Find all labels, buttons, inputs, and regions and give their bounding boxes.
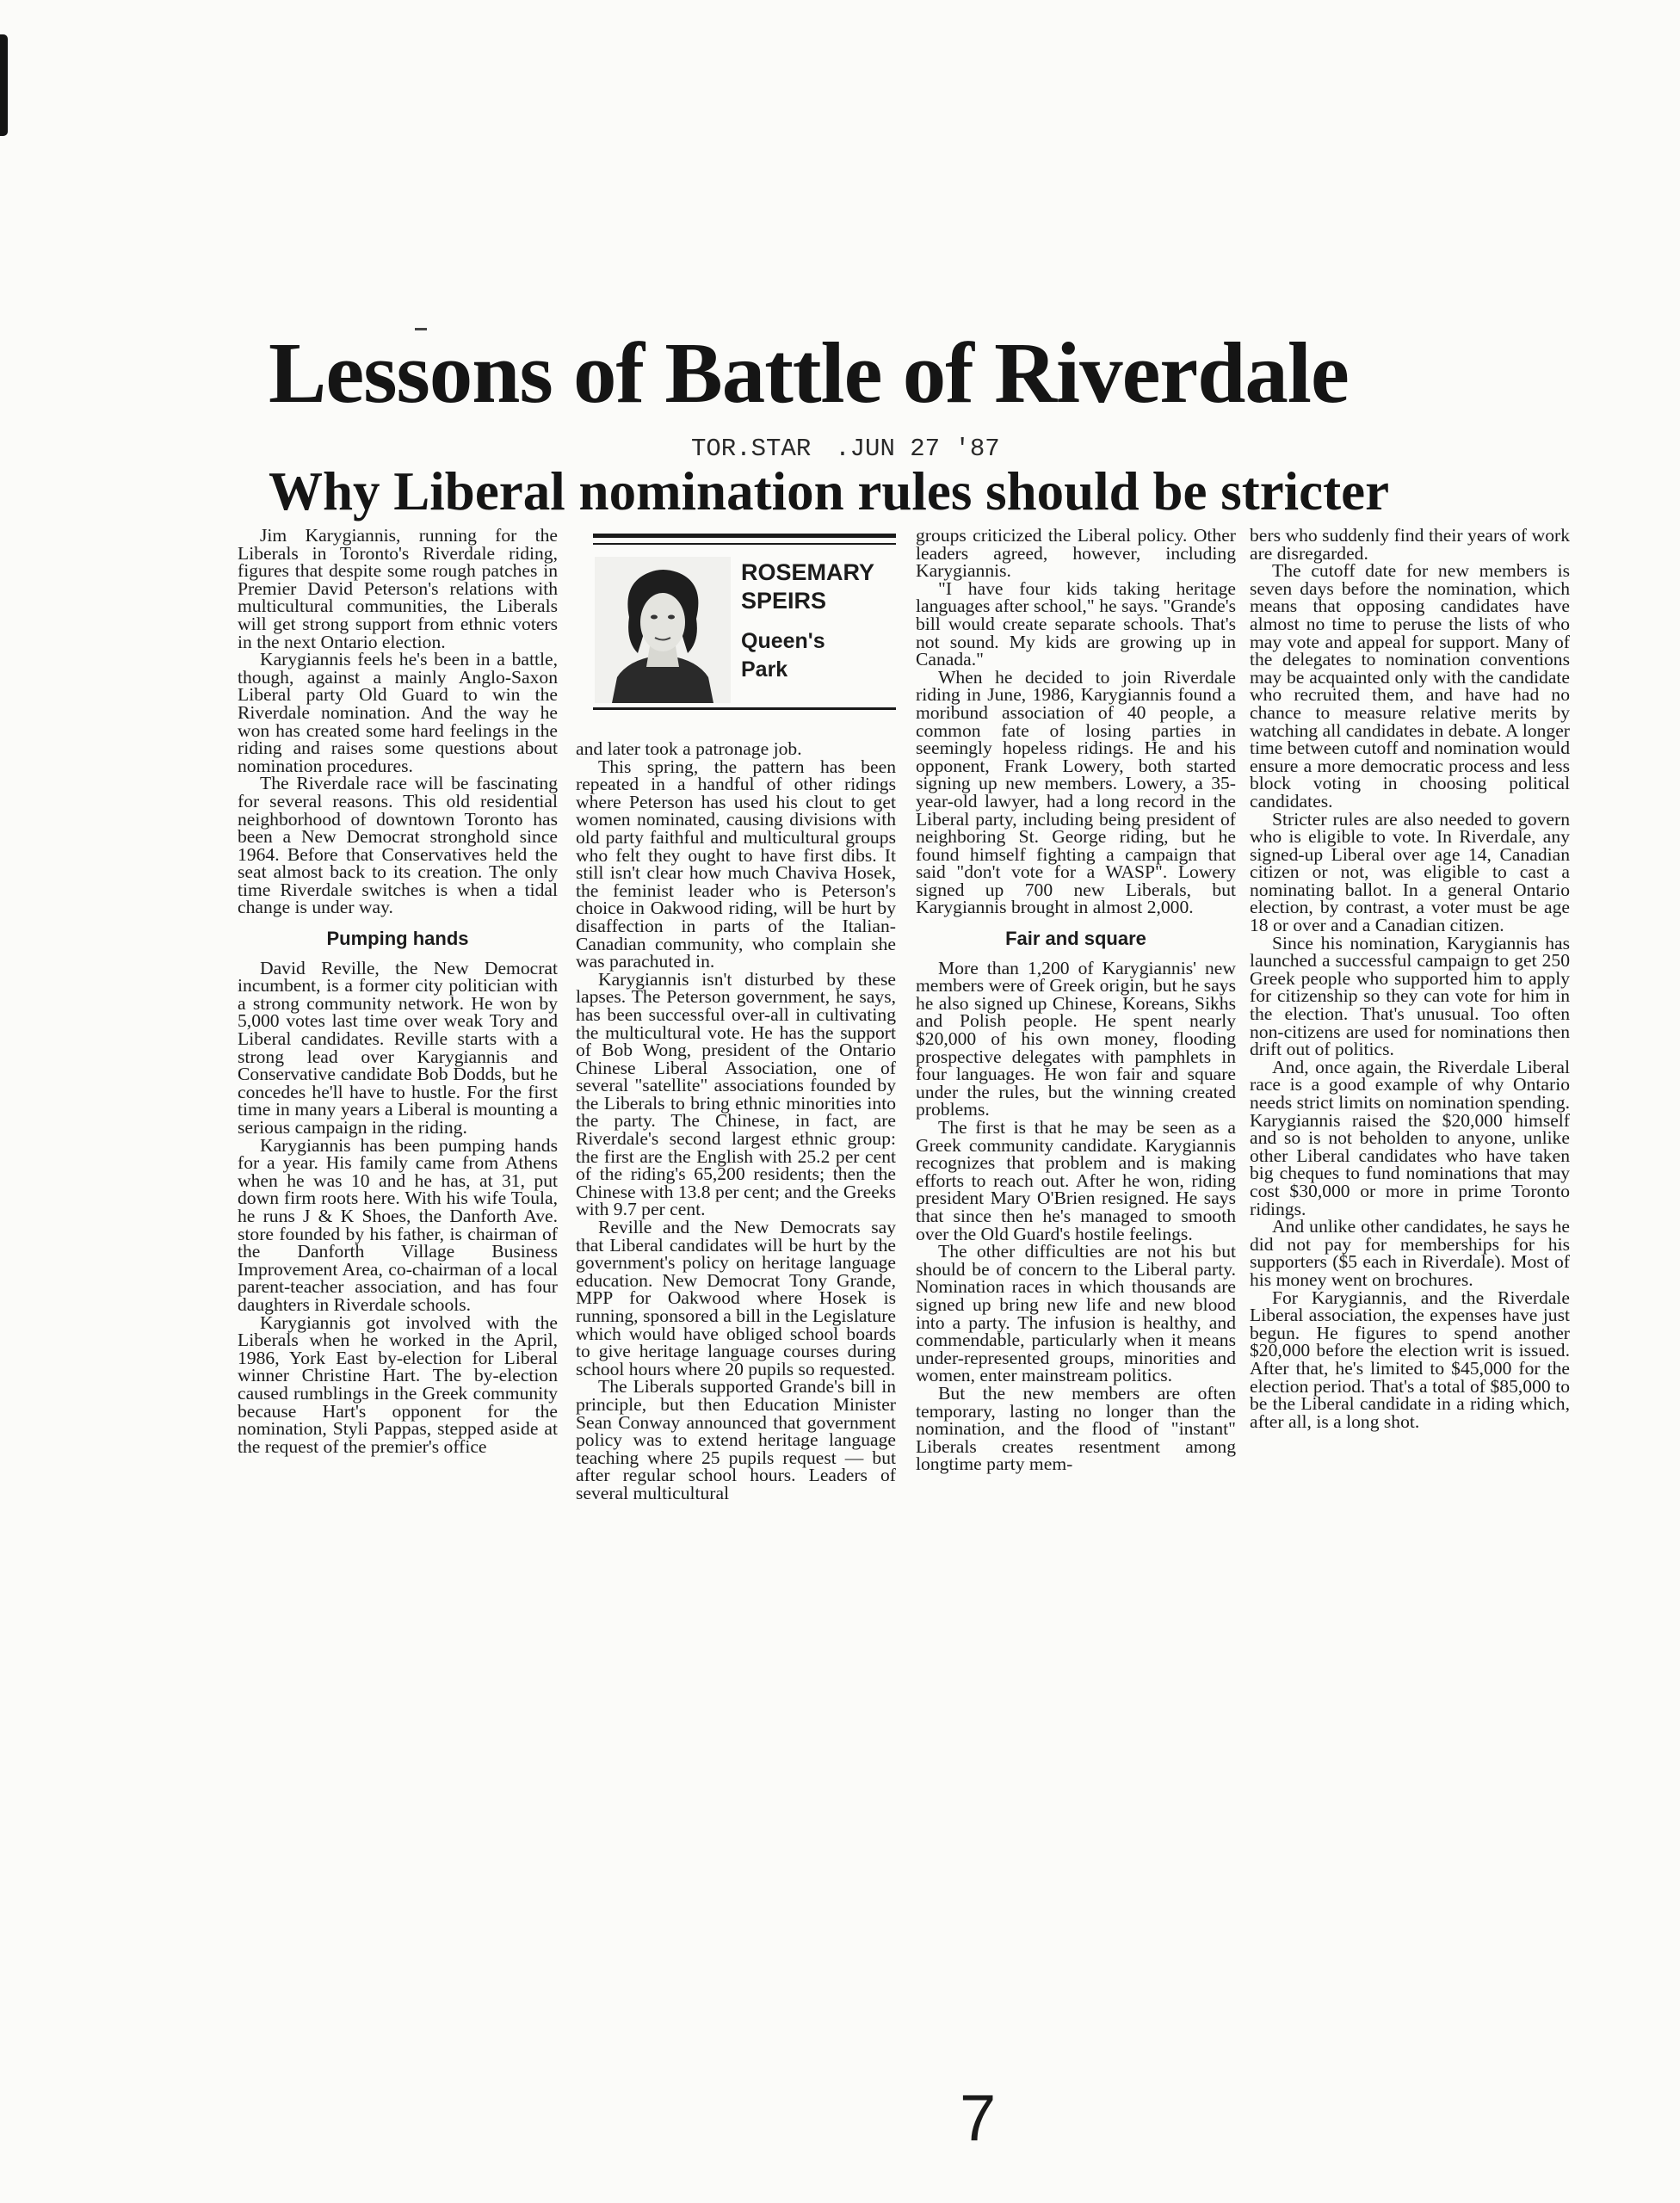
stamp-date: .JUN 27 '87	[835, 435, 1000, 463]
columnist-photo	[595, 557, 731, 703]
paragraph: Karygiannis feels he's been in a battle, though, against a mainly Anglo-Saxon Liberal party Old Guard to win the Riverdale nomination. And the way he won has created some hard feelings in the riding and raises some questions about nomination procedures.	[238, 649, 558, 776]
portrait-icon	[595, 557, 731, 703]
paragraph: Since his nomination, Karygiannis has launched a successful campaign to get 250 Greek people who supported him to apply for citizenship so they can vote for him in the election. That's unusual. Too often non-citizens are used for nominations then drift out of politics.	[1250, 932, 1570, 1060]
paragraph: Reville and the New Democrats say that Liberal candidates will be hurt by the government's policy on heritage language education. New Democrat Tony Grande, MPP for Oakwood where Hosek is running, sponsored a bill in the Legislature which would have obliged school boards to give heritage language courses during school hours where 20 pupils so requested.	[576, 1217, 896, 1379]
paragraph: The other difficulties are not his but should be of concern to the Liberal party. Nomination races in which thousands are signed up bring new life and new blood into a party. The infusion is healthy, and commendable, particularly when it means under-represented groups, minorities and women, enter mainstream politics.	[916, 1241, 1236, 1386]
subheadline: Why Liberal nomination rules should be stricter	[269, 461, 1390, 521]
article-column-3	[916, 527, 1236, 1473]
article-column-4	[1250, 527, 1570, 1430]
paragraph: The Riverdale race will be fascinating for several reasons. This old residential neighborhood of downtown Toronto has been a New Democrat stronghold since 1964. Before that Conservatives held the seat almost back to its creation. The only time Riverdale switches is when a tidal change is under way.	[238, 773, 558, 918]
paragraph: Karygiannis isn't disturbed by these lapses. The Peterson government, he says, has been successful over-all in cultivating the multicultural vote. He has the support of Bob Wong, president of the Ontario Chinese Liberal Association, one of several "satellite" associations founded by the Liberals to bring ethnic minorities into the party. The Chinese, in fact, are Riverdale's second largest ethnic group: the first are the English with 25.2 per cent of the riding's 65,200 residents; then the Chinese with 13.8 per cent; and the Greeks with 9.7 per cent.	[576, 968, 896, 1220]
byline-section: Queen's Park	[741, 629, 825, 682]
paragraph: The cutoff date for new members is seven days before the nomination, which means that opposing candidates have almost no time to peruse the lists of who may vote and appeal for support. Many of the delegates to nomination conventions may be acquainted only with the candidate who recruited them, and have had no chance to measure relative merits by watching all candidates in debate. A longer time between cutoff and nomination would ensure a more democratic process and less block voting in choosing political candidates.	[1250, 560, 1571, 811]
section-heading-fair-and-square: Fair and square	[1005, 928, 1146, 950]
headline: Lessons of Battle of Riverdale	[269, 324, 1349, 421]
paragraph: More than 1,200 of Karygiannis' new members were of Greek origin, but he says he also signed up Chinese, Koreans, Sikhs and Polish people. He spent nearly $20,000 of his own money, flooding prospective delegates with pamphlets in four languages. He won fair and square under the rules, but the winning created problems.	[916, 957, 1236, 1120]
paragraph: And unlike other candidates, he says he did not pay for memberships for his supporters ($5 each in Riverdale). Most of his money went on brochures.	[1250, 1216, 1570, 1290]
paragraph: And, once again, the Riverdale Liberal race is a good example of why Ontario needs strict limits on nomination spending. Karygiannis raised the $20,000 himself and so is not beholden to anyone, unlike other Liberal candidates who have taken big cheques to fund nominations that may cost $30,000 or more in prime Toronto ridings.	[1250, 1056, 1570, 1219]
paragraph: This spring, the pattern has been repeated in a handful of other ridings where Peterson has used his clout to get women nominated, causing divisions with old party faithful and multicultural groups who felt they ought to have first dibs. It still isn't clear how much Chaviva Hosek, the feminist leader who is Peterson's choice in Oakwood riding, will be hurt by disaffection in parts of the Italian-Canadian community, who complain she was parachuted in.	[576, 756, 896, 972]
section-heading-pumping-hands: Pumping hands	[326, 928, 469, 950]
paragraph: But the new members are often temporary, lasting no longer than the nomination, and the flood of "instant" Liberals creates resentment among longtime party mem-	[916, 1382, 1236, 1475]
article-column-1	[238, 527, 558, 1455]
paragraph: and later took a patronage job.	[576, 738, 802, 759]
paragraph: When he decided to join Riverdale riding in June, 1986, Karygiannis found a moribund association of 40 people, a common fate of losing parties in seemingly hopeless ridings. He and his opponent, Frank Lowery, both started signing up new members. Lowery, a 35-year-old lawyer, had a long record in the Liberal party, including being president of neighboring St. George riding, but he found himself fighting a campaign that said "don't vote for a WASP". Lowery signed up 700 new Liberals, but Karygiannis brought in almost 2,000.	[916, 666, 1236, 918]
article-column-2	[576, 740, 896, 1503]
paragraph: The Liberals supported Grande's bill in principle, but then Education Minister Sean Conway announced that government policy was to extend heritage language teaching where 25 pupils request — but after regular school hours. Leaders of several multicultural	[576, 1376, 896, 1503]
byline-name: ROSEMARY SPEIRS	[741, 559, 874, 614]
paragraph: The first is that he may be seen as a Greek community candidate. Karygiannis recognizes that problem and is making efforts to reach out. After he won, riding president Mary O'Brien resigned. He says that since then he's managed to smooth over the Old Guard's hostile feelings.	[916, 1117, 1236, 1244]
page-number: 7	[960, 2082, 997, 2155]
stamp-source: TOR.STAR	[691, 435, 812, 463]
paragraph: Karygiannis has been pumping hands for a year. His family came from Athens when he was 10 and he has, at 31, put down firm roots here. With his wife Toula, he runs J & K Shoes, the Danforth Ave. store founded by his father, is chairman of the Danforth Village Business Improvement Area, co-chairman of a local parent-teacher association, and has four daughters in Riverdale schools.	[238, 1134, 558, 1315]
clipping-stamp	[691, 435, 1000, 463]
paragraph: Jim Karygiannis, running for the Liberals in Toronto's Riverdale riding, figures that despite some rough patches in Premier David Peterson's relations with multicultural communities, the Liberals will get strong support from ethnic voters in the next Ontario election.	[238, 525, 558, 652]
paragraph: For Karygiannis, and the Riverdale Liberal association, the expenses have just begun. He figures to spend another $20,000 before the election writ is issued. After that, he's limited to $45,000 for the election period. That's a total of $85,000 to be the Liberal candidate in a riding which, after all, is a long shot.	[1250, 1287, 1570, 1432]
paragraph: "I have four kids taking heritage languages after school," he says. "Grande's bill would create separate schools. That's not sound. My kids are growing up in Canada."	[916, 577, 1236, 670]
paragraph: Stricter rules are also needed to govern who is eligible to vote. In Riverdale, any signed-up Liberal over age 14, Canadian citizen or not, was eligible to cast a nominating ballot. In a general Ontario election, by contrast, a voter must be age 18 or over and a Canadian citizen.	[1250, 808, 1570, 936]
binder-clip-mark	[0, 34, 8, 136]
byline-box	[593, 534, 896, 710]
paragraph: bers who suddenly find their years of work are disregarded.	[1250, 525, 1570, 564]
paragraph: groups criticized the Liberal policy. Other leaders agreed, however, including Karygiannis.	[916, 525, 1236, 582]
byline-bottom-rule	[593, 707, 896, 710]
paragraph: David Reville, the New Democrat incumbent, is a former city politician with a strong community network. He won by 5,000 votes last time over weak Tory and Liberal candidates. Reville starts with a strong lead over Karygiannis and Conservative candidate Bob Dodds, but he concedes he'll have to hustle. For the first time in many years a Liberal is mounting a serious campaign in the riding.	[238, 957, 558, 1138]
byline-rule	[593, 543, 896, 545]
paragraph: Karygiannis got involved with the Liberals when he worked in the April, 1986, York East by-election for Liberal winner Christine Hart. The by-election caused rumblings in the Greek community because Hart's opponent for the nomination, Styli Pappas, stepped aside at the request of the premier's office	[238, 1311, 558, 1457]
